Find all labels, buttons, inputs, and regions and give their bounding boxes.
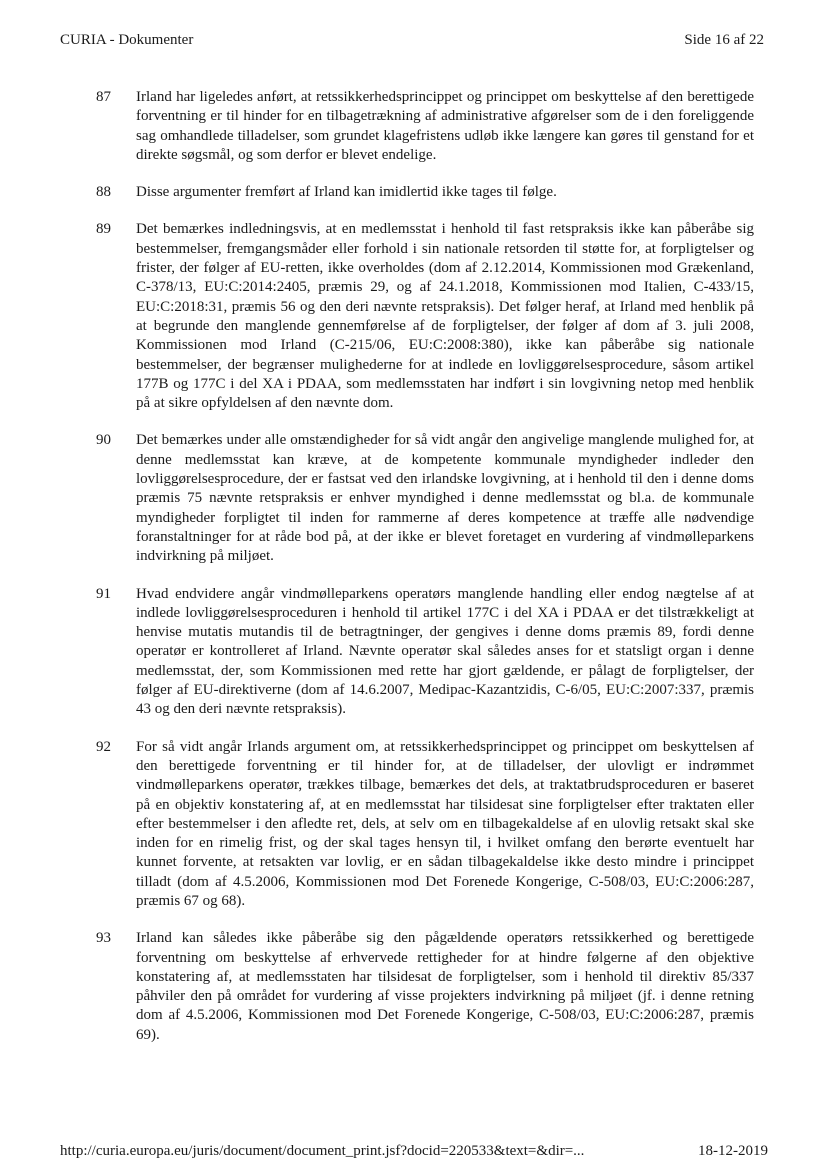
- page-footer: [60, 1141, 768, 1161]
- paragraph-number: 89: [96, 221, 111, 238]
- paragraph-number: 87: [96, 89, 111, 105]
- paragraph-92: [96, 738, 754, 912]
- source-url: http://curia.europa.eu/juris/document/document_print.jsf?docid=220533&text=&dir=...: [60, 1143, 585, 1159]
- paragraph-text: For så vidt angår Irlands argument om, at retssikkerhedsprincippet og princippet om beskyttelsen af den berettigede forventning er til hinder for, at de tilladelser, der ulovligt er indrømmet vindmølleparkens operatør, trækkes tilbage, bemærkes det dels, at traktatbrudsproceduren er baseret på en objektiv konstatering af, at en medlemsstat har tilsidesat sine forpligtelser efter traktaten eller efter bestemmelser i den afledte ret, dels, at selv om en tilbagekaldelse af en ulovlig retsakt skal ske inden for en rimelig frist, og der skal tages hensyn til, i hvilket omfang den berørte eventuelt har kunnet forvente, at retsakten var lovlig, er en sådan tilbagekaldelse ikke desto mindre i princippet tilladt (dom af 4.5.2006, Kommissionen mod Det Forenede Kongerige, C-508/03, EU:C:2006:287, præmis 67 og 68).: [136, 738, 754, 909]
- paragraph-text: Irland har ligeledes anført, at retssikkerhedsprincippet og princippet om beskyttelse af den berettigede forventning er til hinder for en tilbagetrækning af administrative afgørelser som de i den foreliggende sag omhandlede tilladelser, som grundet klagefristens udløb ikke længere kan gøres til genstand for et direkte søgsmål, og som derfor er blevet endelige.: [136, 89, 754, 163]
- paragraph-number: 93: [96, 930, 111, 947]
- paragraph-text: Hvad endvidere angår vindmølleparkens operatørs manglende handling eller endog nægtelse af at indlede lovliggørelsesproceduren i henhold til artikel 177C i del XA i PDAA er det tilstrækkeligt at henvise mutatis mutandis til de betragtninger, der gengives i denne doms præmis 89, fordi denne operatør er kontrolleret af Irland. Nævnte operatør skal således anses for et statsligt organ i denne medlemsstat, der, som Kommissionen med rette har gjort gældende, er pålagt de forpligtelser, der følger af EU-direktiverne (dom af 14.6.2007, Medipac-Kazantzidis, C-6/05, EU:C:2007:337, præmis 43 og den deri nævnte retspraksis).: [136, 585, 754, 718]
- paragraph-number: 88: [96, 184, 111, 201]
- paragraph-number: 91: [96, 585, 111, 602]
- page-header: [60, 30, 764, 50]
- paragraph-text: Det bemærkes indledningsvis, at en medlemsstat i henhold til fast retspraksis ikke kan påberåbe sig bestemmelser, fremgangsmåder eller forhold i sin nationale retsorden til støtte for, at forpligtelser og frister, der følger af EU-retten, ikke overholdes (dom af 2.12.2014, Kommissionen mod Grækenland, C-378/13, EU:C:2014:2405, præmis 29, og af 24.1.2018, Kommissionen mod Italien, C-433/15, EU:C:2018:31, præmis 56 og den deri nævnte retspraksis). Det følger heraf, at Irland med henblik på at begrunde den manglende gennemførelse af de forpligtelser, der følger af dom af 3. juli 2008, Kommissionen mod Irland (C-215/06, EU:C:2008:380), ikke kan påberåbe sig nationale bestemmelser, der begrænser mulighederne for at indlede en lovliggørelsesprocedure, såsom artikel 177B og 177C i del XA i PDAA, som medlemsstaten har indført i sin lovgivning netop med henblik på at sikre opfyldelsen af den nævnte dom.: [136, 221, 754, 412]
- paragraph-90: [96, 431, 754, 566]
- paragraph-89: [96, 220, 754, 413]
- paragraph-91: [96, 585, 754, 720]
- paragraph-number: 90: [96, 432, 111, 449]
- page-indicator: Side 16 af 22: [684, 32, 764, 48]
- paragraph-text: Irland kan således ikke påberåbe sig den pågældende operatørs retssikkerhed og berettigede forventning om beskyttelse af erhvervede rettigheder for at hindre følgerne af den objektive konstatering af, at medlemsstaten har tilsidesat de forpligtelser, som i henhold til direktiv 85/337 påhviler den på området for vurdering af visse projekters indvirkning på miljøet (jf. i denne retning dom af 4.5.2006, Kommissionen mod Det Forenede Kongerige, C-508/03, EU:C:2006:287, præmis 69).: [136, 930, 754, 1043]
- document-body: [96, 88, 754, 1063]
- paragraph-text: Disse argumenter fremført af Irland kan imidlertid ikke tages til følge.: [136, 184, 557, 201]
- print-date: 18-12-2019: [698, 1143, 768, 1159]
- paragraph-87: [96, 88, 754, 165]
- document-title: CURIA - Dokumenter: [60, 32, 194, 48]
- paragraph-text: Det bemærkes under alle omstændigheder for så vidt angår den angivelige manglende mulighed for, at denne medlemsstat kan kræve, at de kompetente kommunale myndigheder indleder den lovliggørelsesprocedure, der er fastsat ved den irlandske lovgivning, at i henhold til den i denne doms præmis 75 nævnte retspraksis er enhver myndighed i denne medlemsstat og bl.a. de kommunale myndigheder forpligtet til inden for rammerne af deres kompetence at træffe alle nødvendige foranstaltninger for at råde bod på, at der ikke er blevet foretaget en vurdering af vindmølleparkens indvirkning på miljøet.: [136, 432, 754, 565]
- paragraph-93: [96, 929, 754, 1045]
- paragraph-number: 92: [96, 738, 111, 755]
- paragraph-88: [96, 183, 754, 202]
